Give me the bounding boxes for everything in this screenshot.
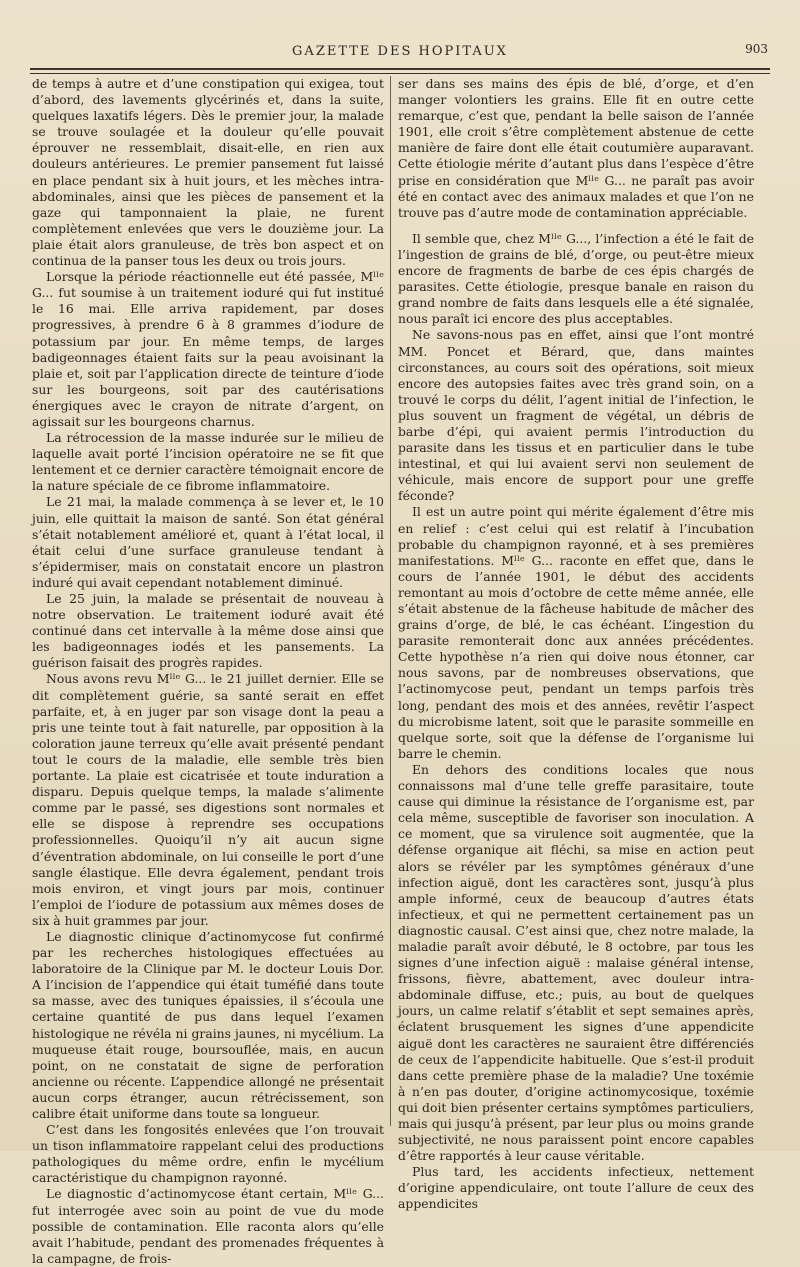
paragraph: Le diagnostic clinique d’actinomycose fut confirmé par les recherches histologiques effectuées au laboratoire de la Clinique par M. le docteur Louis Dor. A l’incision de l’appendice qui était tuméfié dans toute sa masse, avec des tuniques épaissies, il s’écoula une certaine quantité de pus dans lequel l’examen histologique ne révéla ni grains jaunes, ni mycélium. La muqueuse était rouge, boursouflée, mais, en aucun point, on ne constatait de signe de perforation ancienne ou récente. L’appendice allongé ne présentait aucun corps étranger, aucun rétrécissement, son calibre était uniforme dans toute sa longueur. — [32, 928, 384, 1121]
paragraph: Ne savons-nous pas en effet, ainsi que l’ont montré MM. Poncet et Bérard, que, dans maintes circonstances, au cours soit des opérations, soit mieux encore des autopsies faites avec très grand soin, on a trouvé le corps du délit, l’agent initial de l’infection, le plus souvent un fragment de végétal, un débris de barbe d’épi, qui avaient permis l’introduction du parasite dans les tissus et en particulier dans le tube intestinal, et qui lui avaient servi non seulement de véhicule, mais encore de support pour une greffe féconde? — [398, 327, 754, 504]
right-column — [398, 76, 754, 1212]
paragraph: Le 21 mai, la malade commença à se lever et, le 10 juin, elle quittait la maison de santé. Son état général s’était notablement amélioré et, quant à l’état local, il était celui d’une surface granuleuse tendant à s’épidermiser, mais on constatait encore un plastron induré qui avait cependant notablement diminué. — [32, 494, 384, 590]
header-rule-thin — [30, 73, 770, 74]
header-rule-thick — [30, 68, 770, 70]
page-header — [30, 36, 770, 66]
left-column — [32, 76, 384, 1266]
column-divider — [390, 76, 391, 1126]
paragraph: de temps à autre et d’une constipation qui exigea, tout d’abord, des lavements glycérinés et, dans la suite, quelques laxatifs légers. Dès le premier jour, la malade se trouve soulagée et la douleur qu’elle pouvait éprouver ne ressemblait, disait-elle, en rien aux douleurs antérieures. Le premier pansement fut laissé en place pendant six à huit jours, et les mèches intra-abdominales, ainsi que les pièces de pansement et la gaze qui tamponnaient la plaie, ne furent complètement enlevées que vers le douzième jour. La plaie était alors granuleuse, de très bon aspect et on continua de la panser tous les deux ou trois jours. — [32, 76, 384, 269]
paragraph: Le diagnostic d’actinomycose étant certain, Mˡˡᵉ G... fut interrogée avec soin au point de vue du mode possible de contamination. Elle raconta alors qu’elle avait l’habitude, pendant des promenades fréquentes à la campagne, de frois- — [32, 1186, 384, 1266]
paragraph: Lorsque la période réactionnelle eut été passée, Mˡˡᵉ G... fut soumise à un traitement ioduré qui fut institué le 16 mai. Elle arriva rapidement, par doses progressives, à prendre 6 à 8 grammes d’iodure de potassium par jour. En même temps, de larges badigeonnages étaient faits sur la peau avoisinant la plaie et, soit par l’application directe de teinture d’iode sur les bourgeons, soit par des cautérisations énergiques avec le crayon de nitrate d’argent, on agissait sur les bourgeons charnus. — [32, 269, 384, 429]
paragraph: Plus tard, les accidents infectieux, nettement d’origine appendiculaire, ont toute l’allure de ceux des appendicites — [398, 1164, 754, 1212]
paragraph: ser dans ses mains des épis de blé, d’orge, et d’en manger volontiers les grains. Elle fit en outre cette remarque, c’est que, pendant la belle saison de l’année 1901, elle croit s’être complètement abstenue de cette manière de faire dont elle était coutumière auparavant. Cette étiologie mérite d’autant plus dans l’espèce d’être prise en considération que Mˡˡᵉ G... ne paraît pas avoir été en contact avec des animaux malades et que l’on ne trouve pas d’autre mode de contamination appréciable. — [398, 76, 754, 220]
paragraph: En dehors des conditions locales que nous connaissons mal d’une telle greffe parasitaire, toute cause qui diminue la résistance de l’organisme est, par cela même, susceptible de favoriser son inoculation. A ce moment, que sa virulence soit augmentée, que la défense organique ait fléchi, sa mise en action peut alors se révéler par les symptômes généraux d’une infection aiguë, dont les caractères sont, jusqu’à plus ample informé, ceux de beaucoup d’autres états infectieux, et qui ne permettent certainement pas un diagnostic causal. C’est ainsi que, chez notre malade, la maladie paraît avoir débuté, le 8 octobre, par tous les signes d’une infection aiguë : malaise général intense, frissons, fièvre, abattement, avec douleur intra-abdominale diffuse, etc.; puis, au bout de quelques jours, un calme relatif s’établit et sept semaines après, éclatent brusquement les signes d’une appendicite aiguë dont les caractères ne sauraient être différenciés de ceux de l’appendicite habituelle. Que s’est-il produit dans cette première phase de la maladie? Une toxémie à n’en pas douter, d’origine actinomycosique, toxémie qui doit bien présenter certains symptômes particuliers, mais qui jusqu’à présent, par leur plus ou moins grande subjectivité, ne nous paraissent point encore capables d’être rapportés à leur cause véritable. — [398, 761, 754, 1164]
paragraph: Le 25 juin, la malade se présentait de nouveau à notre observation. Le traitement ioduré avait été continué dans cet intervalle à la même dose ainsi que les badigeonnages iodés et les pansements. La guérison faisait des progrès rapides. — [32, 591, 384, 671]
paragraph: La rétrocession de la masse indurée sur le milieu de laquelle avait porté l’incision opératoire ne se fit que lentement et ce dernier caractère témoignait encore de la nature spéciale de ce fibrome inflammatoire. — [32, 430, 384, 494]
paragraph: Il est un autre point qui mérite également d’être mis en relief : c’est celui qui est relatif à l’incubation probable du champignon rayonné, et à ses premières manifestations. Mˡˡᵉ G... raconte en effet que, dans le cours de l’année 1901, le début des accidents remontant au mois d’octobre de cette même année, elle s’était abstenue de la fâcheuse habitude de mâcher des grains d’orge, de blé, le cas échéant. L’ingestion du parasite remonterait donc aux années précédentes. Cette hypothèse n’a rien qui doive nous étonner, car nous savons, par de nombreuses observations, que l’actinomycose peut, pendant un temps parfois très long, pendant des mois et des années, revêtir l’aspect du microbisme latent, soit que le parasite sommeille en quelque sorte, soit que la défense de l’organisme lui barre le chemin. — [398, 504, 754, 761]
paragraph: C’est dans les fongosités enlevées que l’on trouvait un tison inflammatoire rappelant celui des productions pathologiques du même ordre, enfin le mycélium caractéristique du champignon rayonné. — [32, 1122, 384, 1186]
paragraph: Nous avons revu Mˡˡᵉ G... le 21 juillet dernier. Elle se dit complètement guérie, sa santé serait en effet parfaite, et, à en juger par son visage dont la peau a pris une teinte tout à fait naturelle, par opposition à la coloration jaune terreux qu’elle avait présenté pendant tout le cours de la maladie, elle semble très bien portante. La plaie est cicatrisée et toute induration a disparu. Depuis quelque temps, la malade s’alimente comme par le passé, ses digestions sont normales et elle se dispose à reprendre ses occupations professionnelles. Quoiqu’il n’y ait aucun signe d’éventration abdominale, on lui conseille le port d’une sangle élastique. Elle devra également, pendant trois mois environ, et vingt jours par mois, continuer l’emploi de l’iodure de potassium aux mêmes doses de six à huit grammes par jour. — [32, 671, 384, 928]
running-title: GAZETTE DES HOPITAUX — [292, 44, 508, 59]
paragraph: Il semble que, chez Mˡˡᵉ G..., l’infection a été le fait de l’ingestion de grains de blé, d’orge, ou peut-être mieux encore de fragments de barbe de ces épis chargés de parasites. Cette étiologie, presque banale en raison du grand nombre de faits dans lesquels elle a été signalée, nous paraît ici encore des plus acceptables. — [398, 230, 754, 327]
page-number: 903 — [745, 42, 768, 56]
